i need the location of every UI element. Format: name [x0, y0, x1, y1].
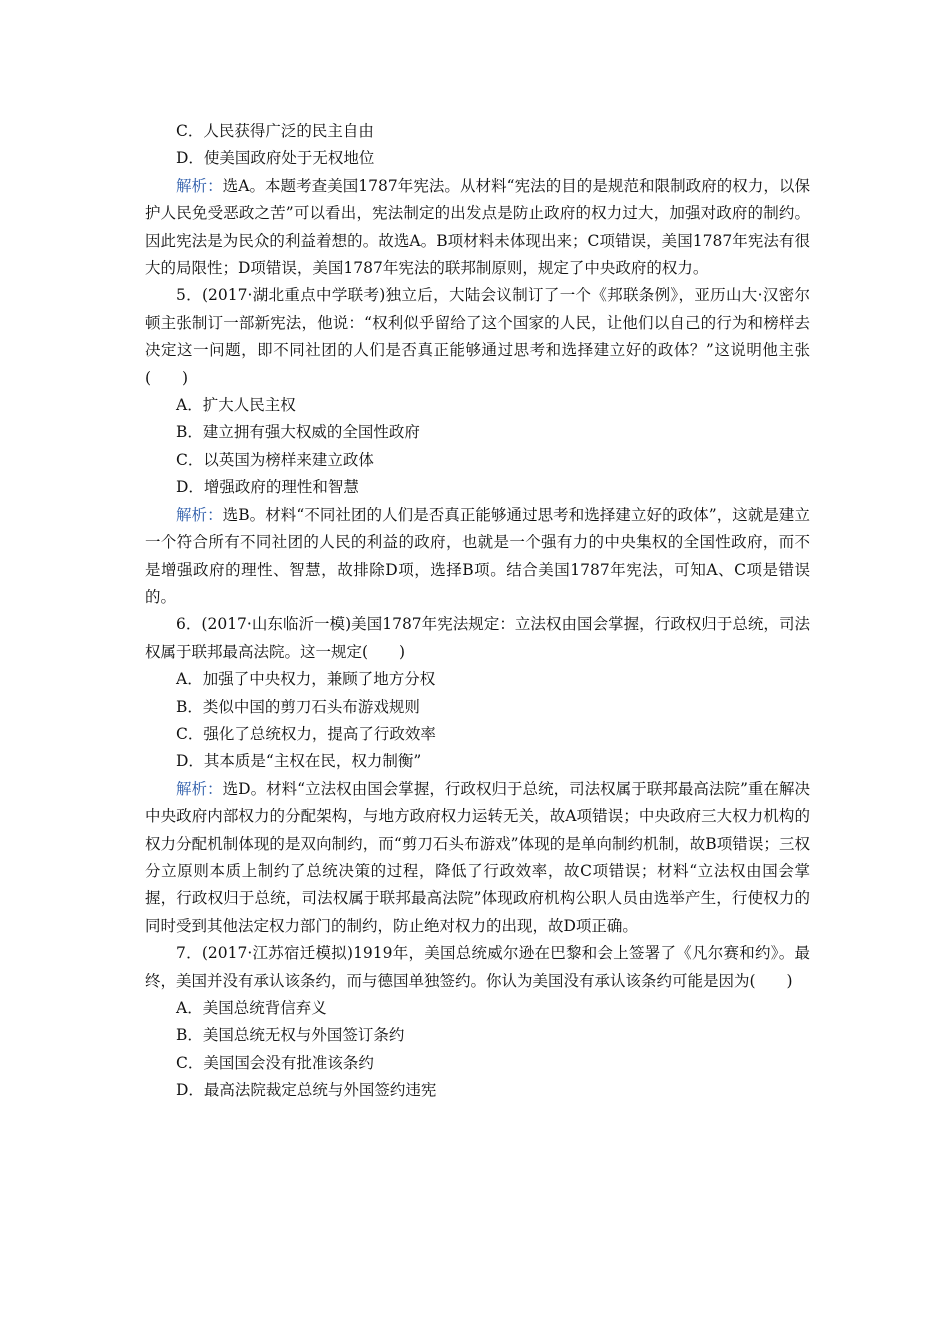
analysis-text: 选A。本题考查美国1787年宪法。从材料“宪法的目的是规范和限制政府的权力，以保护人民免受恶政之苦”可以看出，宪法制定的出发点是防止政府的权力过大，加强对政府的制约。因此宪法是为民众的利益着想的。故选A。B项材料未体现出来；C项错误，美国1787年宪法有很大的局限性；D项错误，美国1787年宪法的联邦制原则，规定了中央政府的权力。 — [145, 176, 810, 278]
option-c: C．以英国为榜样来建立政体 — [176, 450, 374, 469]
option-b: B．美国总统无权与外国签订条约 — [176, 1026, 405, 1045]
analysis-label: 解析： — [176, 779, 223, 798]
option-b: B．建立拥有强大权威的全国性政府 — [176, 423, 420, 442]
document-page — [145, 118, 810, 1105]
option-c: C．人民获得广泛的民主自由 — [176, 122, 374, 140]
question-7: 7．(2017·江苏宿迁模拟)1919年，美国总统威尔逊在巴黎和会上签署了《凡尔赛和约》。最终，美国并没有承认该条约，而与德国单独签约。你认为美国没有承认该条约可能是因为( ) — [145, 944, 810, 990]
analysis-text: 选B。材料“不同社团的人们是否真正能够通过思考和选择建立好的政体”，这就是建立一个符合所有不同社团的人民的利益的政府，也就是一个强有力的中央集权的全国性政府，而不是增强政府的理性、智慧，故排除D项，选择B项。结合美国1787年宪法，可知A、C项是错误的。 — [145, 505, 810, 606]
analysis-paragraph — [145, 502, 810, 612]
analysis-label: 解析： — [176, 505, 223, 524]
option-a: A．加强了中央权力，兼顾了地方分权 — [176, 670, 436, 689]
option-d: D．增强政府的理性和智慧 — [176, 478, 359, 497]
question-5: 5．(2017·湖北重点中学联考)独立后，大陆会议制订了一个《邦联条例》，亚历山大·汉密尔顿主张制订一部新宪法，他说：“权利似乎留给了这个国家的人民，让他们以自己的行为和榜样去决定这一问题，即不同社团的人们是否真正能够通过思考和选择建立好的政体？”这说明他主张( ) — [145, 286, 810, 387]
analysis-label: 解析： — [176, 176, 223, 195]
option-d: D．其本质是“主权在民，权力制衡” — [176, 752, 422, 771]
analysis-paragraph — [145, 776, 810, 940]
option-d: D．使美国政府处于无权地位 — [176, 149, 375, 168]
option-c: C．美国国会没有批准该条约 — [176, 1053, 374, 1072]
option-a: A．美国总统背信弃义 — [176, 999, 327, 1017]
option-a: A．扩大人民主权 — [176, 396, 296, 415]
analysis-paragraph — [145, 173, 810, 283]
option-d: D．最高法院裁定总统与外国签约违宪 — [176, 1081, 437, 1100]
option-b: B．类似中国的剪刀石头布游戏规则 — [176, 697, 420, 716]
option-c: C．强化了总统权力，提高了行政效率 — [176, 724, 436, 743]
analysis-text: 选D。材料“立法权由国会掌握，行政权归于总统，司法权属于联邦最高法院”重在解决中央政府内部权力的分配架构，与地方政府权力运转无关，故A项错误；中央政府三大权力机构的权力分配机制体现的是双向制约，而“剪刀石头布游戏”体现的是单向制约机制，故B项错误；三权分立原则本质上制约了总统决策的过程，降低了行政效率，故C项错误；材料“立法权由国会掌握，行政权归于总统，司法权属于联邦最高法院”体现政府机构公职人员由选举产生，行使权力的同时受到其他法定权力部门的制约，防止绝对权力的出现，故D项正确。 — [145, 779, 810, 935]
question-6: 6．(2017·山东临沂一模)美国1787年宪法规定：立法权由国会掌握，行政权归于总统，司法权属于联邦最高法院。这一规定( ) — [145, 615, 810, 661]
